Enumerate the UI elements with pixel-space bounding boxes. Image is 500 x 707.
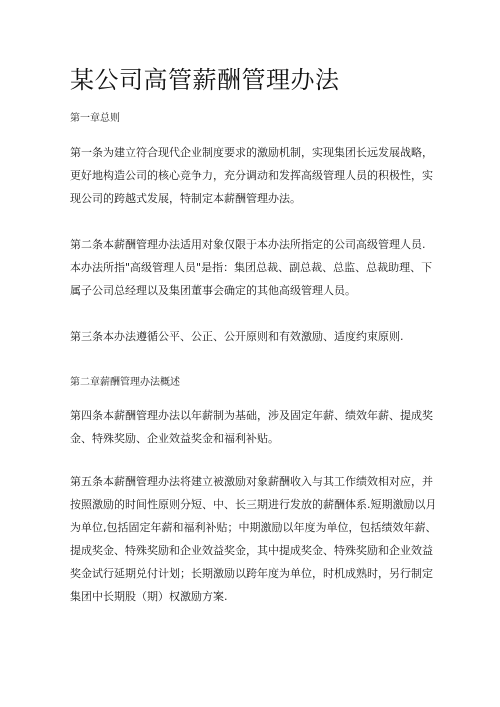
chapter-heading-1: 第一章总则 bbox=[70, 113, 120, 124]
article-line: 本办法所指"高级管理人员"是指：集团总裁、副总裁、总监、总裁助理、下 bbox=[70, 261, 433, 274]
article-line: 现公司的跨越式发展，特制定本薪酬管理办法。 bbox=[70, 192, 301, 205]
article-line: 更好地构造公司的核心竞争力，充分调动和发挥高级管理人员的积极性，实 bbox=[70, 169, 433, 182]
chapter-heading-2: 第二章薪酬管理办法概述 bbox=[70, 377, 180, 388]
article-5 bbox=[70, 470, 437, 608]
article-line: 第四条本薪酬管理办法以年薪制为基础，涉及固定年薪、绩效年薪、提成奖 bbox=[70, 409, 433, 422]
article-line: 集团中长期股（期）权激励方案. bbox=[70, 590, 228, 603]
article-2 bbox=[70, 233, 432, 302]
article-line: 按照激励的时间性原则分短、中、长三期进行发放的薪酬体系.短期激励以月 bbox=[70, 498, 437, 511]
article-line: 第三条本办法遵循公平、公正、公开原则和有效激励、适度约束原则. bbox=[70, 330, 404, 343]
article-line: 奖金试行延期兑付计划；长期激励以跨年度为单位，时机成熟时，另行制定 bbox=[70, 567, 433, 580]
article-line: 第二条本薪酬管理办法适用对象仅限于本办法所指定的公司高级管理人员. bbox=[70, 238, 426, 251]
article-4 bbox=[70, 404, 433, 450]
article-line: 第五条本薪酬管理办法将建立被激励对象薪酬收入与其工作绩效相对应，并 bbox=[70, 475, 433, 488]
article-1 bbox=[70, 141, 433, 210]
article-line: 第一条为建立符合现代企业制度要求的激励机制，实现集团长远发展战略， bbox=[70, 146, 433, 159]
article-line: 属子公司总经理以及集团董事会确定的其他高级管理人员。 bbox=[70, 284, 356, 297]
article-line: 为单位,包括固定年薪和福利补贴；中期激励以年度为单位，包括绩效年薪、 bbox=[70, 521, 437, 534]
article-line: 提成奖金、特殊奖励和企业效益奖金，其中提成奖金、特殊奖励和企业效益 bbox=[70, 544, 433, 557]
article-line: 金、特殊奖励、企业效益奖金和福利补贴。 bbox=[70, 432, 279, 445]
article-3 bbox=[70, 325, 404, 348]
document-title: 某公司高管薪酬管理办法 bbox=[70, 66, 340, 94]
